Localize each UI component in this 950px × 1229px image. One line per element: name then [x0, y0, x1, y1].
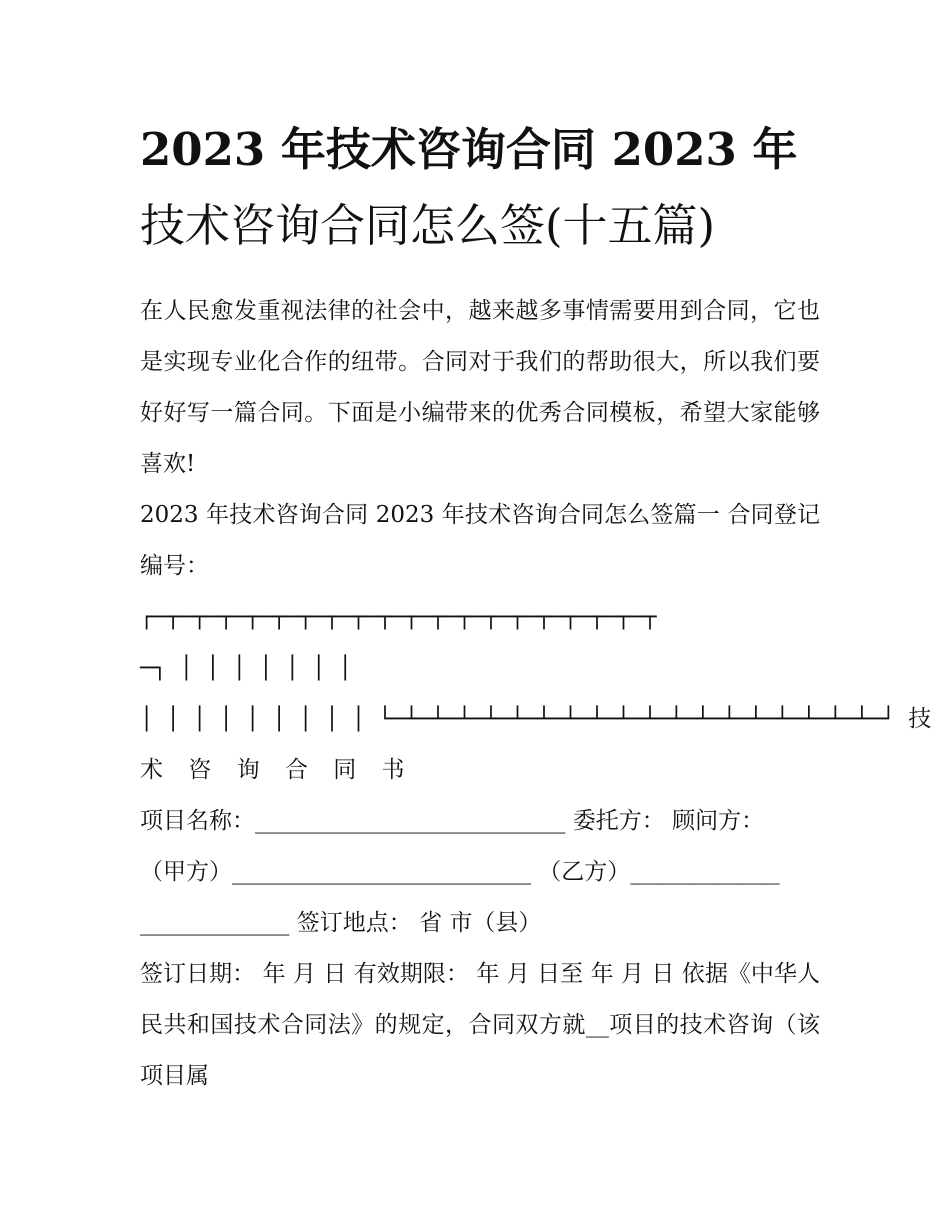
document-page [140, 112, 932, 1102]
document-body [140, 286, 932, 1102]
signing-date-clause: 签订日期： 年 月 日 有效期限： 年 月 日至 年 月 日 依据《中华人民共和国技术合同法》的规定，合同双方就__项目的技术咨询（该项目属 [140, 961, 820, 1089]
registration-number-grid [140, 592, 932, 745]
party-line: （甲方）__________________________ （乙方）_____________ [140, 859, 780, 885]
document-title [140, 112, 820, 264]
grid-row-3-text: │ │ │ │ │ │ │ │ │ └─┴─┴─┴─┴─┴─┴─┴─┴─┴─┴─┴─┴─┴─┴─┴─┴─┴─┴─┘ [140, 707, 895, 732]
project-name-line: 项目名称：___________________________ 委托方： 顾问方： [140, 808, 765, 834]
grid-row-2: ─┐ │ │ │ │ │ │ │ [140, 656, 352, 681]
signing-place-line: _____________ 签订地点： 省 市（县） [140, 910, 542, 936]
book-title-start: 技 [908, 706, 932, 732]
title-line-2: 技术咨询合同怎么签(十五篇) [140, 199, 716, 252]
section-heading: 2023 年技术咨询合同 2023 年技术咨询合同怎么签篇一 合同登记编号： [140, 502, 820, 579]
title-line-1: 2023 年技术咨询合同 2023 年 [140, 123, 798, 176]
grid-row-1: ┌─┬─┬─┬─┬─┬─┬─┬─┬─┬─┬─┬─┬─┬─┬─┬─┬─┬─┬─┬ [140, 605, 657, 630]
grid-row-3 [140, 694, 932, 745]
book-title: 术 咨 询 合 同 书 [140, 757, 414, 783]
intro-paragraph: 在人民愈发重视法律的社会中，越来越多事情需要用到合同，它也是实现专业化合作的纽带。合同对于我们的帮助很大，所以我们要好好写一篇合同。下面是小编带来的优秀合同模板，希望大家能够喜欢! [140, 298, 820, 477]
